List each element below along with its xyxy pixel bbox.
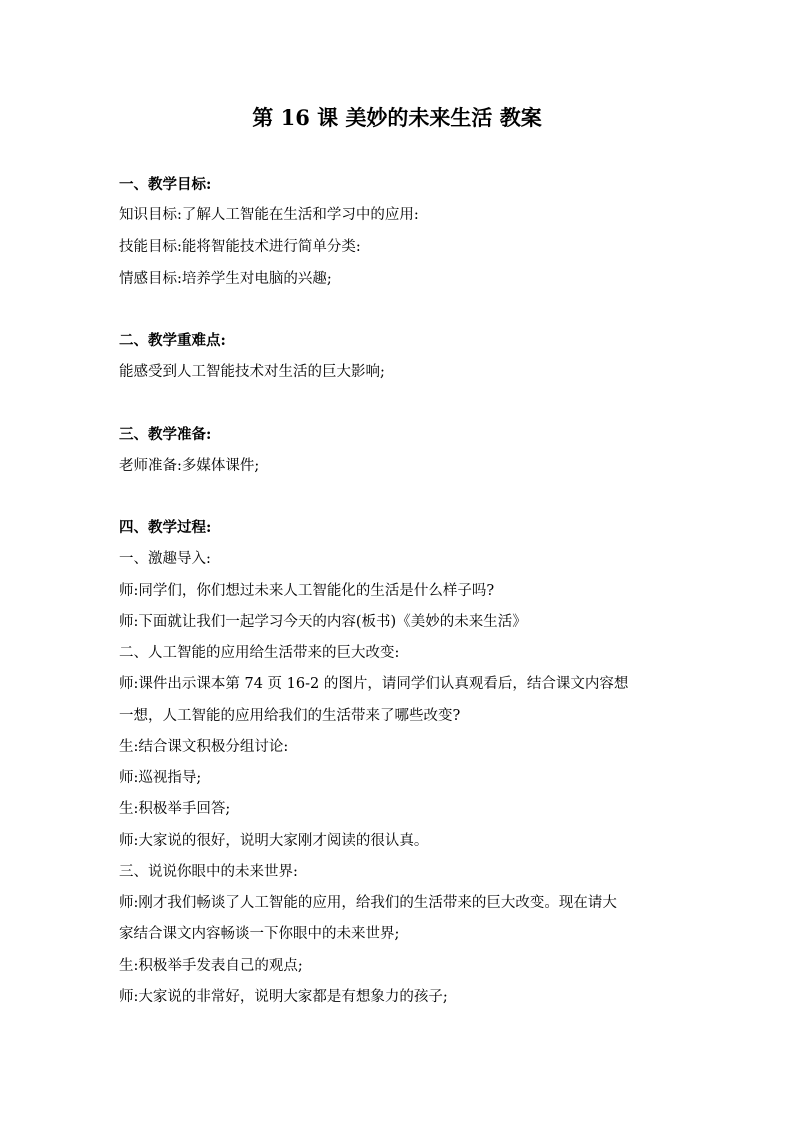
document-title: 第 16 课 美妙的未来生活 教案 [252, 105, 542, 130]
process-line: 生:积极举手发表自己的观点; [119, 958, 303, 974]
process-line: 师:刚才我们畅谈了人工智能的应用，给我们的生活带来的巨大改变。现在请大 [119, 895, 617, 911]
objective-knowledge: 知识目标:了解人工智能在生活和学习中的应用: [119, 207, 419, 223]
process-line: 一想，人工智能的应用给我们的生活带来了哪些改变? [119, 708, 461, 724]
process-line: 师:大家说的非常好，说明大家都是有想象力的孩子; [119, 989, 448, 1005]
process-line: 家结合课文内容畅谈一下你眼中的未来世界; [119, 926, 400, 942]
process-line: 二、人工智能的应用给生活带来的巨大改变: [119, 645, 400, 661]
objective-emotion: 情感目标:培养学生对电脑的兴趣; [119, 271, 332, 287]
process-line: 师:课件出示课本第 74 页 16-2 的图片，请同学们认真观看后，结合课文内容想 [119, 676, 629, 692]
section-heading-process: 四、教学过程: [119, 519, 212, 536]
objective-skill: 技能目标:能将智能技术进行简单分类: [119, 239, 361, 255]
process-line: 生:结合课文积极分组讨论: [119, 739, 289, 755]
process-line: 师:下面就让我们一起学习今天的内容(板书)《美妙的未来生活》 [119, 614, 527, 630]
process-line: 生:积极举手回答; [119, 801, 231, 817]
section-heading-key-points: 二、教学重难点: [119, 332, 226, 349]
process-line: 一、激趣导入: [119, 551, 211, 567]
process-line: 师:大家说的很好，说明大家刚才阅读的很认真。 [119, 833, 429, 849]
process-line: 师:巡视指导; [119, 770, 202, 786]
section-heading-preparation: 三、教学准备: [119, 426, 212, 443]
preparation-line: 老师准备:多媒体课件; [119, 458, 260, 474]
process-line: 师:同学们，你们想过未来人工智能化的生活是什么样子吗? [119, 583, 495, 599]
key-point-line: 能感受到人工智能技术对生活的巨大影响; [119, 364, 385, 380]
process-line: 三、说说你眼中的未来世界: [119, 864, 298, 880]
section-heading-objectives: 一、教学目标: [119, 176, 212, 193]
